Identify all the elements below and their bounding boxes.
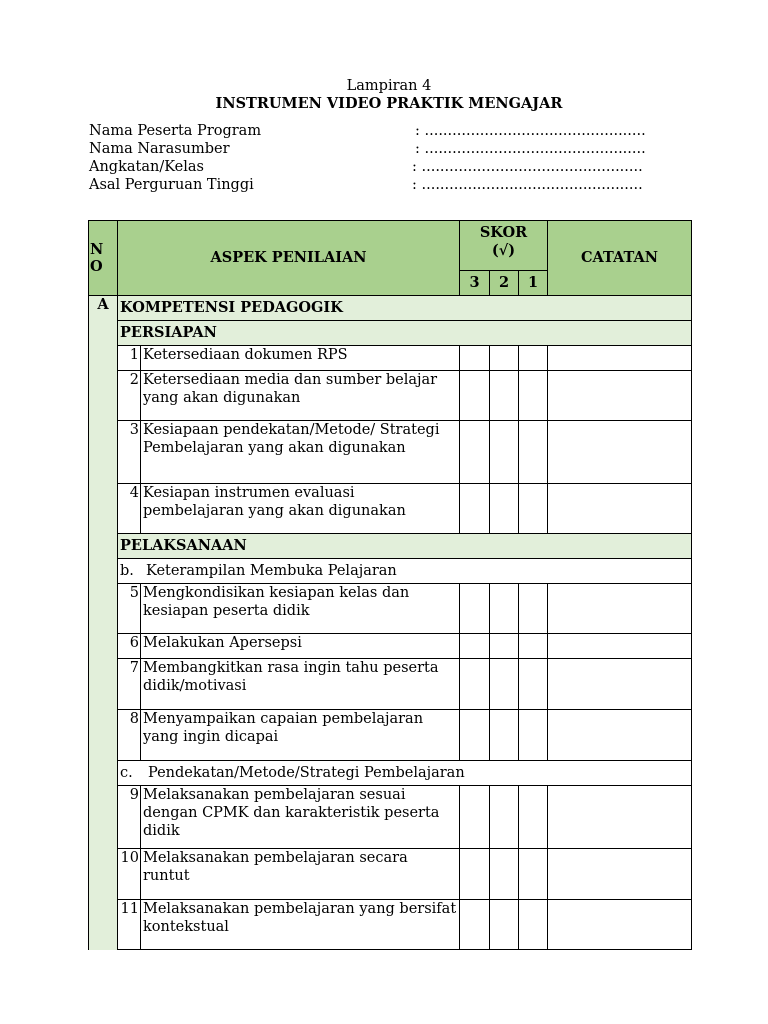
- table-row: [89, 584, 692, 634]
- score-cell-2[interactable]: [490, 584, 519, 634]
- header-score-3: 3: [460, 271, 490, 296]
- notes-cell[interactable]: [548, 900, 692, 950]
- score-cell-3[interactable]: [460, 710, 490, 761]
- item-number: 4: [118, 484, 141, 534]
- score-cell-3[interactable]: [460, 659, 490, 710]
- item-number: 11: [118, 900, 141, 950]
- item-text: Kesiapan instrumen evaluasi pembelajaran yang akan digunakan: [141, 484, 460, 534]
- score-cell-1[interactable]: [519, 634, 548, 659]
- section-title: KOMPETENSI PEDAGOGIK: [118, 296, 692, 321]
- notes-cell[interactable]: [548, 634, 692, 659]
- table-row: [89, 421, 692, 484]
- notes-cell[interactable]: [548, 584, 692, 634]
- score-cell-3[interactable]: [460, 371, 490, 421]
- notes-cell[interactable]: [548, 371, 692, 421]
- item-text: Melakukan Apersepsi: [141, 634, 460, 659]
- subsection-row: [89, 559, 692, 584]
- fill-in-field[interactable]: : ................................................: [415, 141, 646, 157]
- item-text: Melaksanakan pembelajaran yang bersifat kontekstual: [141, 900, 460, 950]
- item-number: 5: [118, 584, 141, 634]
- score-cell-2[interactable]: [490, 371, 519, 421]
- score-cell-1[interactable]: [519, 421, 548, 484]
- info-label: Nama Narasumber: [89, 141, 230, 157]
- score-cell-2[interactable]: [490, 484, 519, 534]
- score-cell-1[interactable]: [519, 346, 548, 371]
- header-score-1: 1: [519, 271, 548, 296]
- score-cell-3[interactable]: [460, 421, 490, 484]
- item-text: Ketersediaan dokumen RPS: [141, 346, 460, 371]
- item-number: 10: [118, 849, 141, 900]
- score-cell-3[interactable]: [460, 849, 490, 900]
- score-cell-3[interactable]: [460, 346, 490, 371]
- table-row: [89, 710, 692, 761]
- header-skor: SKOR (√): [460, 221, 548, 271]
- item-text: Membangkitkan rasa ingin tahu peserta didik/motivasi: [141, 659, 460, 710]
- score-cell-2[interactable]: [490, 659, 519, 710]
- item-text: Menyampaikan capaian pembelajaran yang ingin dicapai: [141, 710, 460, 761]
- section-row: [89, 296, 692, 321]
- notes-cell[interactable]: [548, 421, 692, 484]
- assessment-table: [88, 220, 692, 950]
- fill-in-field[interactable]: : ................................................: [412, 159, 643, 175]
- info-label: Asal Perguruan Tinggi: [89, 177, 254, 193]
- score-cell-3[interactable]: [460, 584, 490, 634]
- score-cell-3[interactable]: [460, 484, 490, 534]
- header-score-2: 2: [490, 271, 519, 296]
- subsection-row: [89, 761, 692, 786]
- item-number: 3: [118, 421, 141, 484]
- score-cell-2[interactable]: [490, 346, 519, 371]
- item-number: 1: [118, 346, 141, 371]
- fill-in-field[interactable]: : ................................................: [415, 123, 646, 139]
- item-number: 8: [118, 710, 141, 761]
- table-row: [89, 484, 692, 534]
- phase-persiapan: PERSIAPAN: [118, 321, 692, 346]
- table-row: [89, 786, 692, 849]
- item-text: Melaksanakan pembelajaran sesuai dengan CPMK dan karakteristik peserta didik: [141, 786, 460, 849]
- table-row: [89, 659, 692, 710]
- score-cell-3[interactable]: [460, 634, 490, 659]
- document-title: INSTRUMEN VIDEO PRAKTIK MENGAJAR: [215, 95, 563, 112]
- info-label: Nama Peserta Program: [89, 123, 262, 139]
- table-row: [89, 634, 692, 659]
- score-cell-1[interactable]: [519, 584, 548, 634]
- fill-in-field[interactable]: : ................................................: [412, 177, 643, 193]
- notes-cell[interactable]: [548, 346, 692, 371]
- info-label: Angkatan/Kelas: [89, 159, 204, 175]
- item-text: Kesiapaan pendekatan/Metode/ Strategi Pembelajaran yang akan digunakan: [141, 421, 460, 484]
- score-cell-2[interactable]: [490, 421, 519, 484]
- score-cell-1[interactable]: [519, 484, 548, 534]
- header-no: N O: [89, 221, 118, 296]
- notes-cell[interactable]: [548, 484, 692, 534]
- item-text: Ketersediaan media dan sumber belajar yang akan digunakan: [141, 371, 460, 421]
- score-cell-1[interactable]: [519, 900, 548, 950]
- notes-cell[interactable]: [548, 659, 692, 710]
- score-cell-2[interactable]: [490, 710, 519, 761]
- header-catatan: CATATAN: [548, 221, 692, 296]
- score-cell-1[interactable]: [519, 659, 548, 710]
- score-cell-1[interactable]: [519, 371, 548, 421]
- item-text: Mengkondisikan kesiapan kelas dan kesiapan peserta didik: [141, 584, 460, 634]
- score-cell-3[interactable]: [460, 900, 490, 950]
- notes-cell[interactable]: [548, 786, 692, 849]
- appendix-label: Lampiran 4: [346, 78, 432, 94]
- score-cell-1[interactable]: [519, 786, 548, 849]
- header-aspek: ASPEK PENILAIAN: [118, 221, 460, 296]
- score-cell-1[interactable]: [519, 849, 548, 900]
- score-cell-2[interactable]: [490, 634, 519, 659]
- section-row: [89, 321, 692, 346]
- section-row: [89, 534, 692, 559]
- score-cell-1[interactable]: [519, 710, 548, 761]
- item-number: 9: [118, 786, 141, 849]
- item-number: 6: [118, 634, 141, 659]
- table-row: [89, 849, 692, 900]
- item-number: 7: [118, 659, 141, 710]
- table-row: [89, 346, 692, 371]
- notes-cell[interactable]: [548, 849, 692, 900]
- table-row: [89, 900, 692, 950]
- section-letter: A: [89, 296, 118, 950]
- score-cell-2[interactable]: [490, 849, 519, 900]
- item-number: 2: [118, 371, 141, 421]
- table-row: [89, 371, 692, 421]
- table-header-row: [89, 221, 692, 271]
- subsection-c: c. Pendekatan/Metode/Strategi Pembelajaran: [118, 761, 692, 786]
- item-text: Melaksanakan pembelajaran secara runtut: [141, 849, 460, 900]
- score-cell-2[interactable]: [490, 900, 519, 950]
- subsection-b: b. Keterampilan Membuka Pelajaran: [118, 559, 692, 584]
- notes-cell[interactable]: [548, 710, 692, 761]
- phase-pelaksanaan: PELAKSANAAN: [118, 534, 692, 559]
- score-cell-2[interactable]: [490, 786, 519, 849]
- score-cell-3[interactable]: [460, 786, 490, 849]
